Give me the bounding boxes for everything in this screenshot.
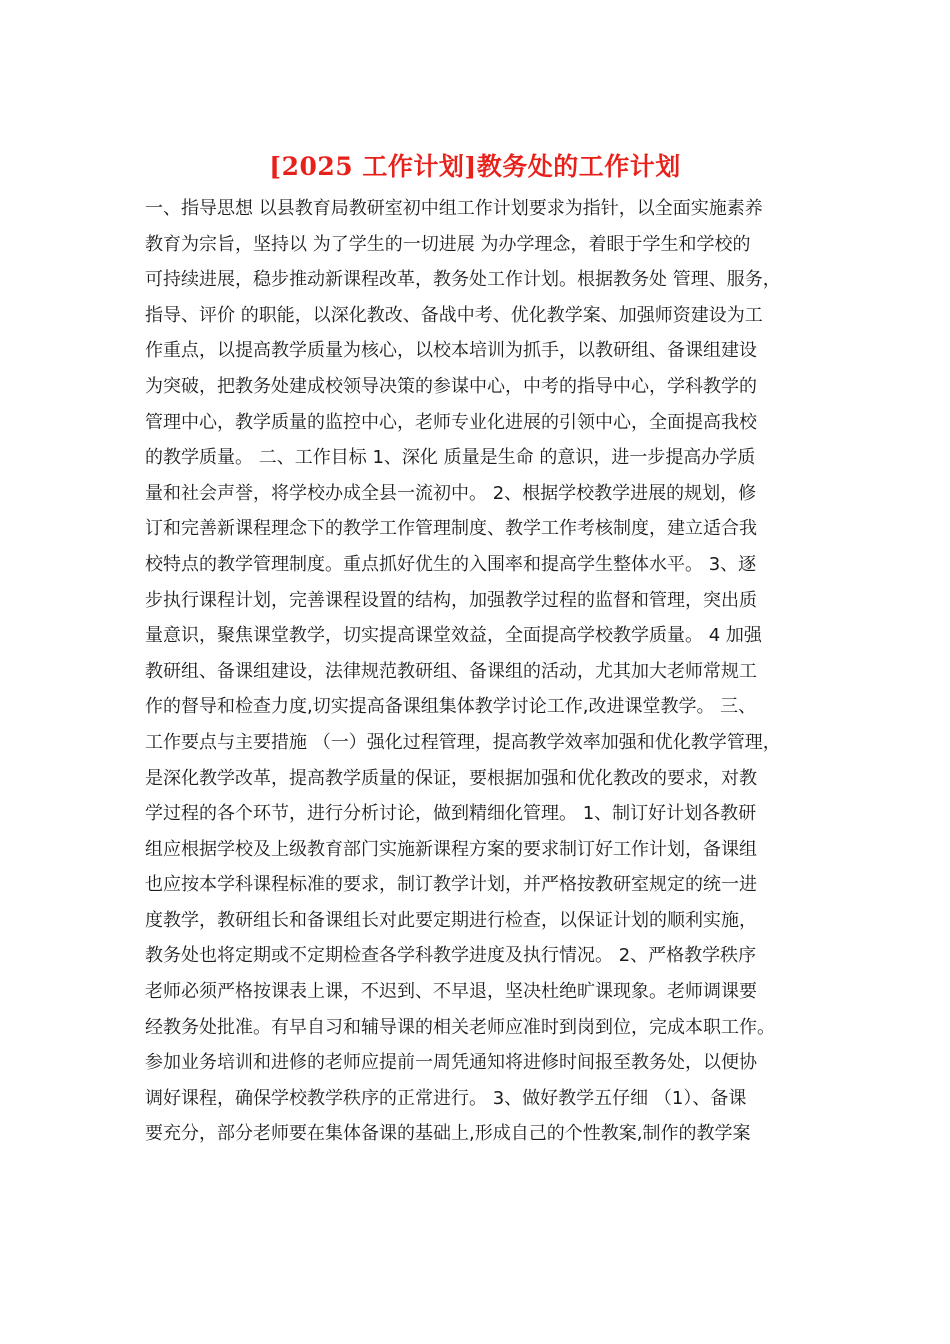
body-line: 作的督导和检查力度,切实提高备课组集体教学讨论工作,改进课堂教学。 三、 [145, 696, 757, 718]
body-line: 老师必须严格按课表上课，不迟到、不早退，坚决杜绝旷课现象。老师调课要 [145, 981, 757, 1003]
body-line: 订和完善新课程理念下的教学工作管理制度、教学工作考核制度，建立适合我 [145, 518, 757, 540]
body-line: 工作要点与主要措施 （一）强化过程管理，提高教学效率加强和优化教学管理， [145, 731, 781, 753]
body-line: 度教学，教研组长和备课组长对此要定期进行检查，以保证计划的顺利实施， [145, 909, 757, 931]
document-title: [2025 工作计划]教务处的工作计划 [269, 152, 681, 181]
body-line: 作重点，以提高教学质量为核心，以校本培训为抓手，以教研组、备课组建设 [145, 340, 757, 362]
body-line: 教研组、备课组建设，法律规范教研组、备课组的活动，尤其加大老师常规工 [145, 660, 757, 682]
body-line: 一、指导思想 以县教育局教研室初中组工作计划要求为指针，以全面实施素养 [145, 198, 763, 219]
body-line: 量意识，聚焦课堂教学，切实提高课堂效益，全面提高学校教学质量。 4 加强 [145, 625, 762, 647]
body-line: 管理中心，教学质量的监控中心，老师专业化进展的引领中心，全面提高我校 [145, 411, 757, 433]
body-line: 为突破，把教务处建成校领导决策的参谋中心，中考的指导中心，学科教学的 [145, 375, 757, 397]
body-line: 学过程的各个环节，进行分析讨论，做到精细化管理。 1、制订好计划各教研 [145, 803, 757, 825]
body-line: 教育为宗旨，坚持以 为了学生的一切进展 为办学理念，着眼于学生和学校的 [145, 233, 751, 255]
body-line: 校特点的教学管理制度。重点抓好优生的入围率和提高学生整体水平。 3、逐 [145, 553, 757, 575]
body-line: 量和社会声誉，将学校办成全县一流初中。 2、根据学校教学进展的规划，修 [145, 482, 757, 504]
body-line: 的教学质量。 二、工作目标 1、深化 质量是生命 的意识，进一步提高办学质 [145, 447, 756, 469]
body-line: 教务处也将定期或不定期检查各学科教学进度及执行情况。 2、严格教学秩序 [145, 945, 757, 967]
body-line: 要充分，部分老师要在集体备课的基础上,形成自己的个性教案,制作的教学案 [145, 1123, 751, 1145]
body-line: 调好课程，确保学校教学秩序的正常进行。 3、做好教学五仔细 （1）、备课 [145, 1087, 747, 1109]
body-line: 也应按本学科课程标准的要求，制订教学计划，并严格按教研室规定的统一进 [145, 874, 757, 896]
body-line: 可持续进展，稳步推动新课程改革，教务处工作计划。根据教务处 管理、服务， [145, 269, 781, 291]
body-line: 经教务处批准。有早自习和辅导课的相关老师应准时到岗到位，完成本职工作。 [145, 1016, 775, 1038]
body-line: 指导、评价 的职能，以深化教改、备战中考、优化教学案、加强师资建设为工 [145, 304, 763, 326]
body-line: 组应根据学校及上级教育部门实施新课程方案的要求制订好工作计划，备课组 [145, 838, 757, 860]
body-line: 步执行课程计划，完善课程设置的结构，加强教学过程的监督和管理，突出质 [145, 589, 757, 611]
body-line: 是深化教学改革，提高教学质量的保证，要根据加强和优化教改的要求，对教 [145, 767, 757, 789]
body-line: 参加业务培训和进修的老师应提前一周凭通知将进修时间报至教务处，以便协 [145, 1052, 757, 1074]
document-body [145, 191, 825, 1152]
